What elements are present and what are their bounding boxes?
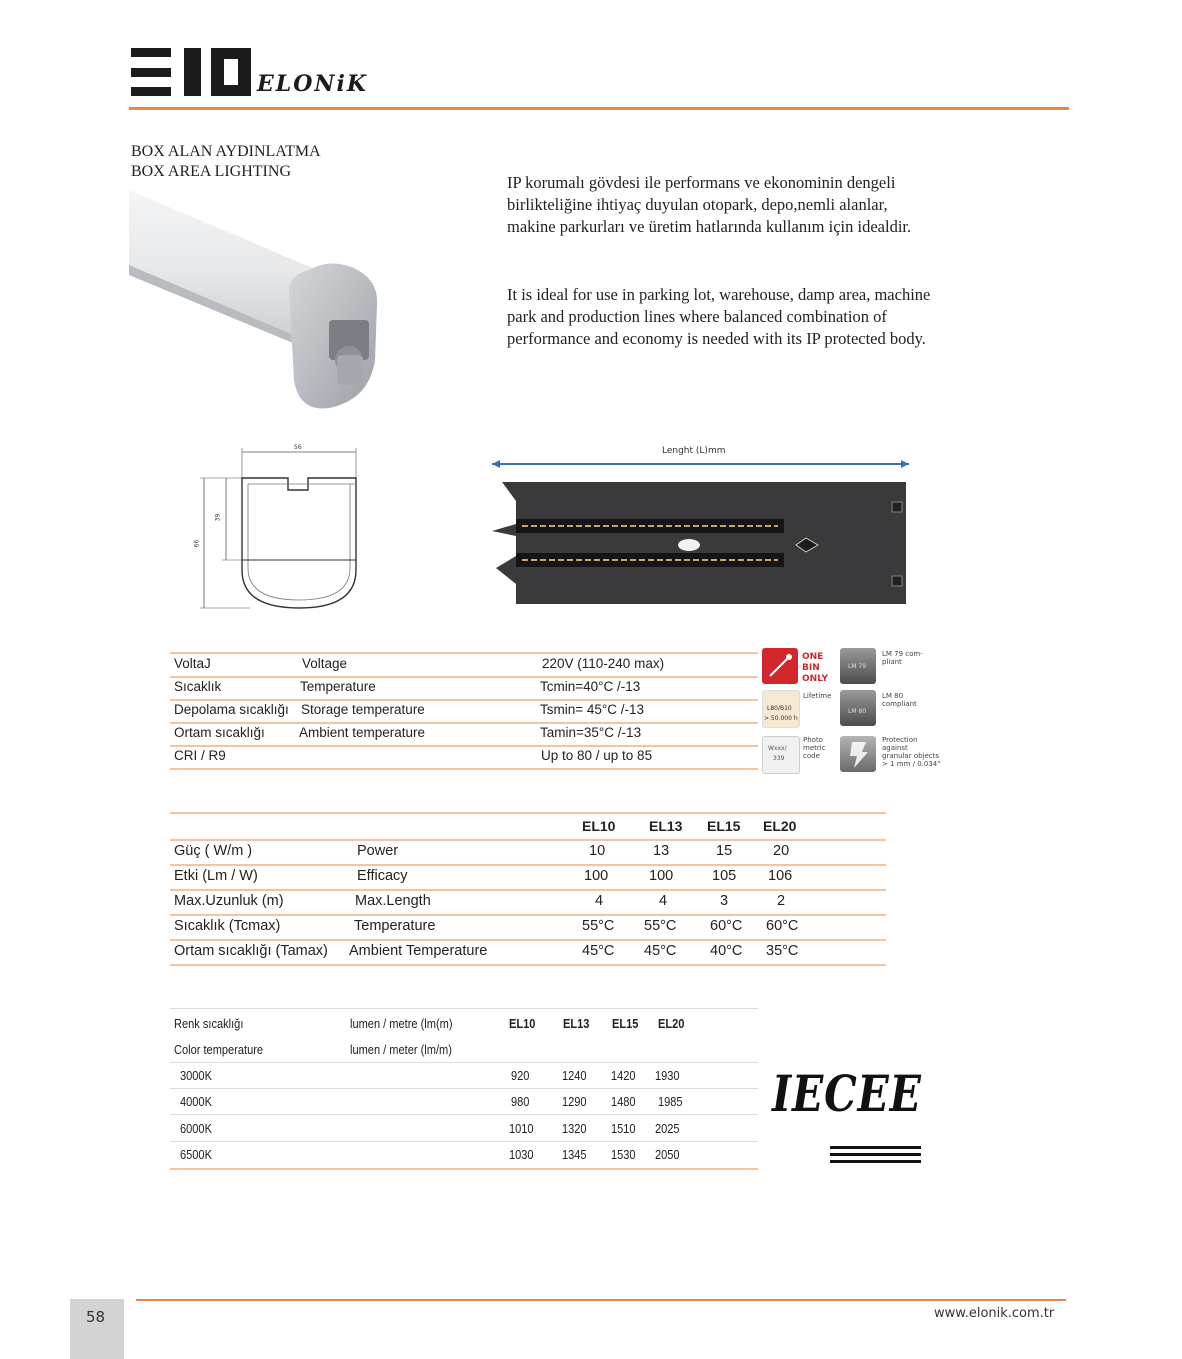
lumen-value: 1345 <box>562 1147 587 1162</box>
lumen-value: 1030 <box>509 1147 534 1162</box>
row-label-en: Temperature <box>354 918 436 934</box>
lifetime-icon <box>762 690 800 728</box>
website-link[interactable]: www.elonik.com.tr <box>934 1306 1055 1321</box>
lumen-value: 1530 <box>611 1147 636 1162</box>
spec-value: Tsmin= 45°C /-13 <box>540 702 645 717</box>
cell-value: 55°C <box>582 918 615 934</box>
length-drawing <box>488 456 913 606</box>
photo-line2: 339 <box>773 755 785 762</box>
description-tr-line: IP korumalı gövdesi ile performans ve ekonominin dengeli <box>507 173 896 192</box>
brand-wordmark: ELONiK <box>257 71 368 97</box>
photometric-icon <box>762 736 800 774</box>
spec-label-en: Temperature <box>300 679 376 694</box>
row-label-tr: Ortam sıcaklığı (Tamax) <box>174 943 328 959</box>
row-label-en: Max.Length <box>355 893 431 909</box>
cell-value: 40°C <box>710 943 743 959</box>
description-en-line: It is ideal for use in parking lot, warehouse, damp area, machine <box>507 285 931 304</box>
lumen-value: 2025 <box>655 1121 680 1136</box>
table-row <box>170 868 886 888</box>
spec-label-tr: Depolama sıcaklığı <box>174 702 289 717</box>
lumen-h2-tr: lumen / metre (lm(m) <box>350 1016 453 1031</box>
row-label-tr: Max.Uzunluk (m) <box>174 893 284 909</box>
cell-value: 4 <box>595 893 604 909</box>
table-row <box>170 843 886 863</box>
length-label: Lenght (L)mm <box>662 446 726 456</box>
page-number: 58 <box>86 1308 106 1326</box>
product-image <box>129 180 379 410</box>
page-number-box <box>70 1299 124 1359</box>
brand-logo <box>129 47 368 99</box>
table-row <box>170 679 758 699</box>
lumen-header: EL13 <box>563 1016 590 1031</box>
lumen-value: 2050 <box>655 1147 680 1162</box>
cross-section-drawing <box>190 440 365 615</box>
iecee-text: IECEE <box>772 1064 922 1123</box>
lm80-text: LM 80 compliant <box>882 692 917 708</box>
lumen-temp: 4000K <box>180 1094 212 1109</box>
model-header: EL10 <box>582 818 616 834</box>
lumen-header: EL10 <box>509 1016 536 1031</box>
lumen-header: EL15 <box>612 1016 639 1031</box>
description-tr-line: birlikteliğine ihtiyaç duyulan otopark, depo,nemli alanlar, <box>507 195 888 214</box>
spec-value: Tcmin=40°C /-13 <box>540 679 641 694</box>
lumen-h1-tr: Renk sıcaklığı <box>174 1016 244 1031</box>
table-row <box>170 656 758 676</box>
cell-value: 105 <box>712 868 737 884</box>
cell-value: 4 <box>659 893 668 909</box>
lifetime-line1: L80/B10 <box>767 705 792 712</box>
table-row <box>170 748 758 768</box>
cell-value: 100 <box>649 868 674 884</box>
cell-value: 45°C <box>644 943 677 959</box>
lumen-value: 1480 <box>611 1094 636 1109</box>
model-header: EL15 <box>707 818 741 834</box>
cell-value: 13 <box>653 843 670 859</box>
photometric-text: Photo metric code <box>803 736 826 760</box>
lumen-h2-en: lumen / meter (lm/m) <box>350 1042 452 1057</box>
dim-height-label: 39 <box>214 513 222 522</box>
one-bin-icon <box>762 648 798 684</box>
lifetime-title: Lifetime <box>803 692 832 700</box>
row-label-tr: Güç ( W/m ) <box>174 843 253 859</box>
spec-label-tr: VoltaJ <box>174 656 211 671</box>
description-en-line: performance and economy is needed with its IP protected body. <box>507 329 926 348</box>
lm80-icon <box>840 690 876 726</box>
lumen-value: 1930 <box>655 1068 680 1083</box>
lumen-temp: 6500K <box>180 1147 212 1162</box>
description-tr <box>507 172 911 238</box>
spec-label-tr: Ortam sıcaklığı <box>174 725 265 740</box>
table-row <box>170 918 886 938</box>
lumen-value: 1985 <box>658 1094 683 1109</box>
lumen-value: 980 <box>511 1094 530 1109</box>
lumen-value: 1240 <box>562 1068 587 1083</box>
photo-line1: Wxxx/ <box>768 745 787 752</box>
badges-panel <box>760 646 941 776</box>
spec-label-tr: CRI / R9 <box>174 748 226 763</box>
lumen-header: EL20 <box>658 1016 685 1031</box>
table-row <box>170 893 886 913</box>
lumen-header-row <box>170 1016 758 1036</box>
lumen-value: 920 <box>511 1068 530 1083</box>
spec-table <box>170 652 758 772</box>
table-row <box>170 943 886 963</box>
models-table <box>170 812 886 968</box>
spec-label-en: Voltage <box>302 656 348 671</box>
one-bin-label: ONE BIN ONLY <box>802 652 829 684</box>
spec-label-en: Storage temperature <box>301 702 425 717</box>
protection-icon <box>840 736 876 772</box>
lumen-table <box>170 1008 758 1172</box>
lumen-value: 1510 <box>611 1121 636 1136</box>
lifetime-line2: > 50.000 h <box>764 715 798 722</box>
models-header-row <box>170 818 886 838</box>
row-label-tr: Etki (Lm / W) <box>174 868 258 884</box>
table-row <box>170 1094 758 1114</box>
dim-width-label: 56 <box>294 444 302 451</box>
model-header: EL13 <box>649 818 683 834</box>
spec-label-en: Ambient temperature <box>299 725 426 740</box>
cell-value: 20 <box>773 843 790 859</box>
title-tr: BOX ALAN AYDINLATMA <box>131 143 321 160</box>
cell-value: 60°C <box>710 918 743 934</box>
lumen-value: 1010 <box>509 1121 534 1136</box>
row-label-en: Efficacy <box>357 868 408 884</box>
row-label-en: Ambient Temperature <box>349 943 488 959</box>
lumen-header-row-2 <box>170 1042 758 1062</box>
row-label-en: Power <box>357 843 399 859</box>
spec-value: Tamin=35°C /-13 <box>540 725 642 740</box>
lm79-icon <box>840 648 876 684</box>
table-row <box>170 1068 758 1088</box>
lumen-value: 1320 <box>562 1121 587 1136</box>
cell-value: 2 <box>777 893 786 909</box>
cell-value: 15 <box>716 843 733 859</box>
spec-value: 220V (110-240 max) <box>542 656 665 671</box>
cell-value: 106 <box>768 868 793 884</box>
iecee-logo <box>772 1064 922 1169</box>
lumen-value: 1420 <box>611 1068 636 1083</box>
table-row <box>170 702 758 722</box>
spec-label-tr: Sıcaklık <box>174 679 222 694</box>
description-tr-line: makine parkurları ve üretim hatlarında kullanım için idealdir. <box>507 217 912 236</box>
footer-rule <box>136 1299 1066 1301</box>
lumen-temp: 3000K <box>180 1068 212 1083</box>
cell-value: 10 <box>589 843 606 859</box>
cell-value: 35°C <box>766 943 799 959</box>
row-label-tr: Sıcaklık (Tcmax) <box>174 918 281 934</box>
table-row <box>170 1121 758 1141</box>
lm80-badge-label: LM 80 <box>848 708 867 715</box>
lumen-h1-en: Color temperature <box>174 1042 264 1057</box>
lumen-value: 1290 <box>562 1094 587 1109</box>
lumen-temp: 6000K <box>180 1121 212 1136</box>
description-en <box>507 284 930 350</box>
cell-value: 45°C <box>582 943 615 959</box>
description-en-line: park and production lines where balanced combination of <box>507 307 887 326</box>
table-row <box>170 1147 758 1167</box>
cell-value: 55°C <box>644 918 677 934</box>
title-en: BOX AREA LIGHTING <box>131 163 291 180</box>
header-rule <box>129 107 1069 110</box>
cell-value: 100 <box>584 868 609 884</box>
model-header: EL20 <box>763 818 797 834</box>
lm79-text: LM 79 com- pliant <box>882 650 923 666</box>
table-row <box>170 725 758 745</box>
spec-value: Up to 80 / up to 85 <box>541 748 653 763</box>
dim-total-label: 66 <box>193 539 201 548</box>
lm79-badge-label: LM 79 <box>848 663 867 670</box>
cell-value: 60°C <box>766 918 799 934</box>
protection-text: Protection against granular objects > 1 mm / 0.034" <box>882 736 941 768</box>
cell-value: 3 <box>720 893 729 909</box>
